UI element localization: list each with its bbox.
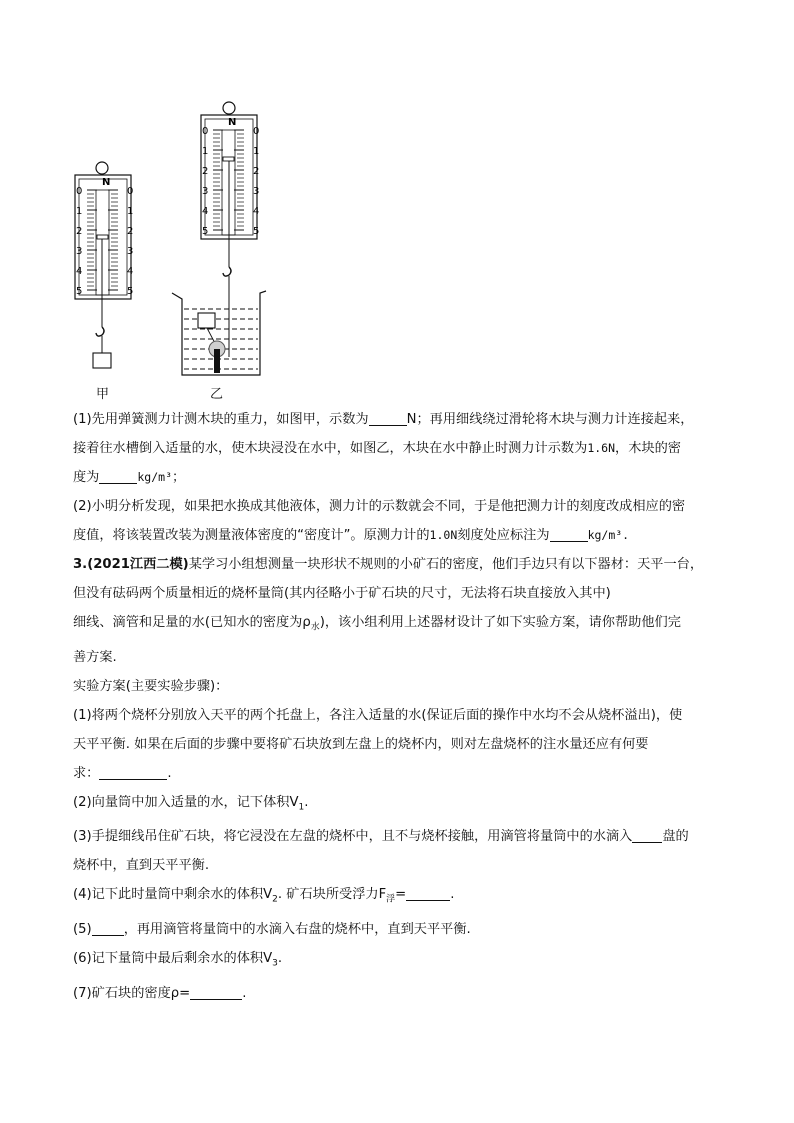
answer-blank-buoyancy[interactable] [406,886,450,901]
spring-scale-diagram [60,95,300,405]
q3-step1-line1 [73,701,723,730]
text-span: (5) [73,921,92,937]
subscript: 水 [310,622,320,633]
yi-tick-label: 2 [253,166,260,177]
text-span: . [450,887,455,903]
text-span: 天平平衡. 如果在后面的步骤中要将矿石块放到左盘上的烧杯内，则对左盘烧杯的注水量还应有何要 [73,736,649,752]
subscript: 1 [298,802,305,813]
q3-step2 [73,788,723,823]
q2-part2-line2 [73,521,723,550]
text-span: 烧杯中，直到天平平衡. [73,858,210,874]
q3-step3-line1 [73,822,723,851]
jia-tick-label: 2 [76,226,83,237]
text-span: . [167,765,172,781]
q3-step6 [73,944,723,979]
text-span: (2)向量筒中加入适量的水，记下体积V [73,794,299,810]
yi-tick-label: 0 [253,126,260,137]
text-span: . [304,794,309,810]
text-span: . [242,985,247,1001]
text-span: N；再用细线绕过滑轮将木块与测力计连接起来， [406,412,694,427]
jia-tick-label: 3 [127,246,134,257]
text-span: 但没有砝码两个质量相近的烧杯量筒(其内径略小于矿石块的尺寸，无法将石块直接放入其中) [73,586,611,601]
q3-intro-line3 [73,608,723,643]
question-text [73,405,723,1008]
jia-tick-label: 2 [127,226,134,237]
q2-part1-line3 [73,463,723,492]
yi-unit-label: N [228,117,237,128]
text-span: 善方案. [73,649,117,665]
jia-unit-label: N [102,177,111,188]
q3-step7 [73,979,723,1008]
spring-scale-jia [75,162,133,402]
answer-blank-density[interactable] [99,469,137,484]
spring-scale-yi [172,102,266,402]
yi-tick-label: 5 [202,226,209,237]
q3-step1-line3 [73,759,723,788]
jia-tick-label: 0 [127,186,134,197]
text-span: = [395,887,407,903]
text-span: 度值，将该装置改装为测量液体密度的“密度计”。原测力计的 [73,528,430,543]
text-span: (3)手提细线吊住矿石块，将它浸没在左盘的烧杯中，且不与烧杯接触，用滴管将量筒中的水滴入 [73,829,633,845]
text-span: . [277,950,283,966]
yi-tick-label: 3 [253,186,260,197]
figure-label-yi: 乙 [210,387,224,402]
spring-scale-figure [60,95,300,405]
question-number: 3. [73,557,88,572]
text-span: (2)小明分析发现，如果把水换成其他液体，测力计的示数就会不同，于是他把测力计的刻度改成相应的密 [73,499,686,514]
yi-tick-label: 2 [202,166,209,177]
q3-intro-line1 [73,550,723,579]
text-span: 度为 [73,470,100,485]
force-value: 1.0N [429,528,458,542]
text-span: ，木块的密 [615,441,681,456]
jia-tick-label: 3 [76,246,83,257]
yi-tick-label: 4 [202,206,209,217]
text-span: . 矿石块所受浮力F [277,887,387,903]
text-span: 接着往水槽倒入适量的水，使木块浸没在水中，如图乙，木块在水中静止时测力计示数为 [73,441,588,456]
jia-tick-label: 5 [127,286,134,297]
force-value: 1.6N [587,441,616,455]
yi-tick-label: 0 [202,126,209,137]
q3-intro-line2 [73,579,723,608]
jia-tick-label: 5 [76,286,83,297]
unit-text: kg/m³ [137,470,172,484]
q2-part1-line1 [73,405,723,434]
text-span: 细线、滴管和足量的水(已知水的密度为ρ [73,615,311,630]
yi-tick-label: 4 [253,206,260,217]
text-span: (6)记下量筒中最后剩余水的体积V [73,950,273,966]
text-span: 实验方案(主要实验步骤)： [73,678,229,694]
text-span: ； [172,470,186,485]
q2-part1-line2 [73,434,723,463]
jia-tick-label: 4 [127,266,134,277]
text-span: (1)先用弹簧测力计测木块的重力，如图甲，示数为 [73,412,369,427]
text-span: 某学习小组想测量一块形状不规则的小矿石的密度，他们手边只有以下器材：天平一台， [188,557,704,572]
text-span: (7)矿石块的密度ρ= [73,985,191,1001]
jia-tick-label: 4 [76,266,83,277]
text-span: )，该小组利用上述器材设计了如下实验方案，请你帮助他们完 [319,615,681,630]
yi-tick-label: 1 [253,146,260,157]
yi-tick-label: 3 [202,186,209,197]
answer-blank-requirement[interactable] [99,765,167,780]
q3-step4 [73,880,723,915]
answer-blank-density-result[interactable] [190,985,242,1000]
q3-step1-line2 [73,730,723,759]
jia-tick-label: 1 [76,206,83,217]
subscript: 2 [272,894,278,905]
subscript: 浮 [386,894,396,905]
answer-blank-pan[interactable] [632,828,662,843]
text-span: 刻度处应标注为 [457,528,550,543]
subscript: 3 [272,958,278,969]
text-span: (4)记下此时量筒中剩余水的体积V [73,887,273,903]
text-span: 盘的 [662,829,689,845]
answer-blank-reading[interactable] [369,411,407,426]
figure-label-jia: 甲 [96,387,110,402]
q3-step5 [73,915,723,944]
jia-tick-label: 0 [76,186,83,197]
jia-tick-label: 1 [127,206,134,217]
q3-intro-line4 [73,643,723,672]
yi-tick-label: 5 [253,226,260,237]
q2-part2-line1 [73,492,723,521]
question-source: (2021江西二模) [87,557,189,572]
answer-blank-mark[interactable] [550,527,588,542]
text-span: 求： [73,765,100,781]
answer-blank-step5[interactable] [92,921,124,936]
q3-plan-title [73,672,723,701]
unit-text: kg/m³. [587,528,630,542]
text-span: (1)将两个烧杯分别放入天平的两个托盘上，各注入适量的水(保证后面的操作中水均不会从烧杯溢出)，使 [73,707,683,723]
yi-tick-label: 1 [202,146,209,157]
text-span: ，再用滴管将量筒中的水滴入右盘的烧杯中，直到天平平衡. [123,921,471,937]
q3-step3-line2 [73,851,723,880]
